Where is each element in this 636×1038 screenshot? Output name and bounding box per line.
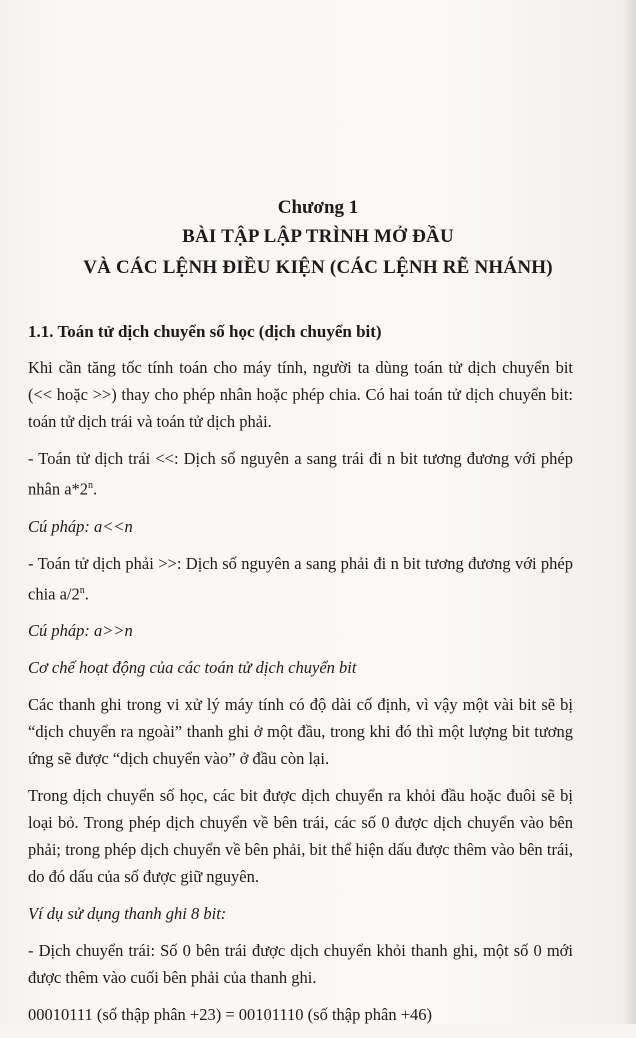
right-shift-exponent: n <box>79 584 85 596</box>
section-title: 1.1. Toán tử dịch chuyển số học (dịch chuyển bit) <box>28 322 382 341</box>
paragraph-right-shift <box>28 550 573 608</box>
mechanism-heading: Cơ chế hoạt động của các toán tử dịch chuyển bit <box>28 658 357 677</box>
left-shift-end: . <box>93 479 98 499</box>
left-shift-exponent: n <box>88 480 94 491</box>
chapter-title-line-2: VÀ CÁC LỆNH ĐIỀU KIỆN (CÁC LỆNH RẼ NHÁNH) <box>83 257 553 278</box>
chapter-title-line-1: BÀI TẬP LẬP TRÌNH MỞ ĐẦU <box>182 226 454 247</box>
binary-example: 00010111 (số thập phân +23) = 00101110 (số thập phân +46) <box>28 1005 433 1024</box>
page-body <box>28 318 573 1038</box>
syntax-right-shift: Cú pháp: a>>n <box>28 621 133 640</box>
paragraph-arithmetic-shift: Trong dịch chuyển số học, các bit được dịch chuyển ra khỏi đầu hoặc đuôi sẽ bị loại bỏ. Trong phép dịch chuyển về bên trái, các số 0 được dịch chuyển vào bên phải; trong phép dịch chuyển về bên phải, bit thể hiện dấu được thêm vào bên trái, do đó dấu của số được giữ nguyên. <box>28 786 573 886</box>
example-heading: Ví dụ sử dụng thanh ghi 8 bit: <box>28 904 227 923</box>
right-shift-end: . <box>84 584 89 603</box>
paragraph-left-shift <box>28 445 573 503</box>
paragraph-registers: Các thanh ghi trong vi xử lý máy tính có độ dài cố định, vì vậy một vài bit sẽ bị “dịch chuyển ra ngoài” thanh ghi ở một đầu, trong khi đó thì một lượng bit tương ứng sẽ được “dịch chuyển vào” ở đầu còn lại. <box>28 695 573 768</box>
right-shift-text: - Toán tử dịch phải >>: Dịch số nguyên a sang phải đi n bit tương đương với phép chia a/2 <box>28 553 573 603</box>
chapter-label: Chương 1 <box>277 197 359 218</box>
page-edge-shadow <box>622 0 636 1024</box>
syntax-left-shift: Cú pháp: a<<n <box>28 516 133 536</box>
paragraph-intro: Khi cần tăng tốc tính toán cho máy tính, người ta dùng toán tử dịch chuyển bit (<< hoặc >>) thay cho phép nhân hoặc phép chia. Có hai toán tử dịch chuyển bit: toán tử dịch trái và toán tử dịch phải. <box>28 358 573 431</box>
left-shift-text: - Toán tử dịch trái <<: Dịch số nguyên a sang trái đi n bit tương đương với phép nhân a*2 <box>28 449 573 499</box>
paragraph-shift-left-example: - Dịch chuyển trái: Số 0 bên trái được dịch chuyển khỏi thanh ghi, một số 0 mới được thêm vào cuối bên phải của thanh ghi. <box>28 941 573 987</box>
